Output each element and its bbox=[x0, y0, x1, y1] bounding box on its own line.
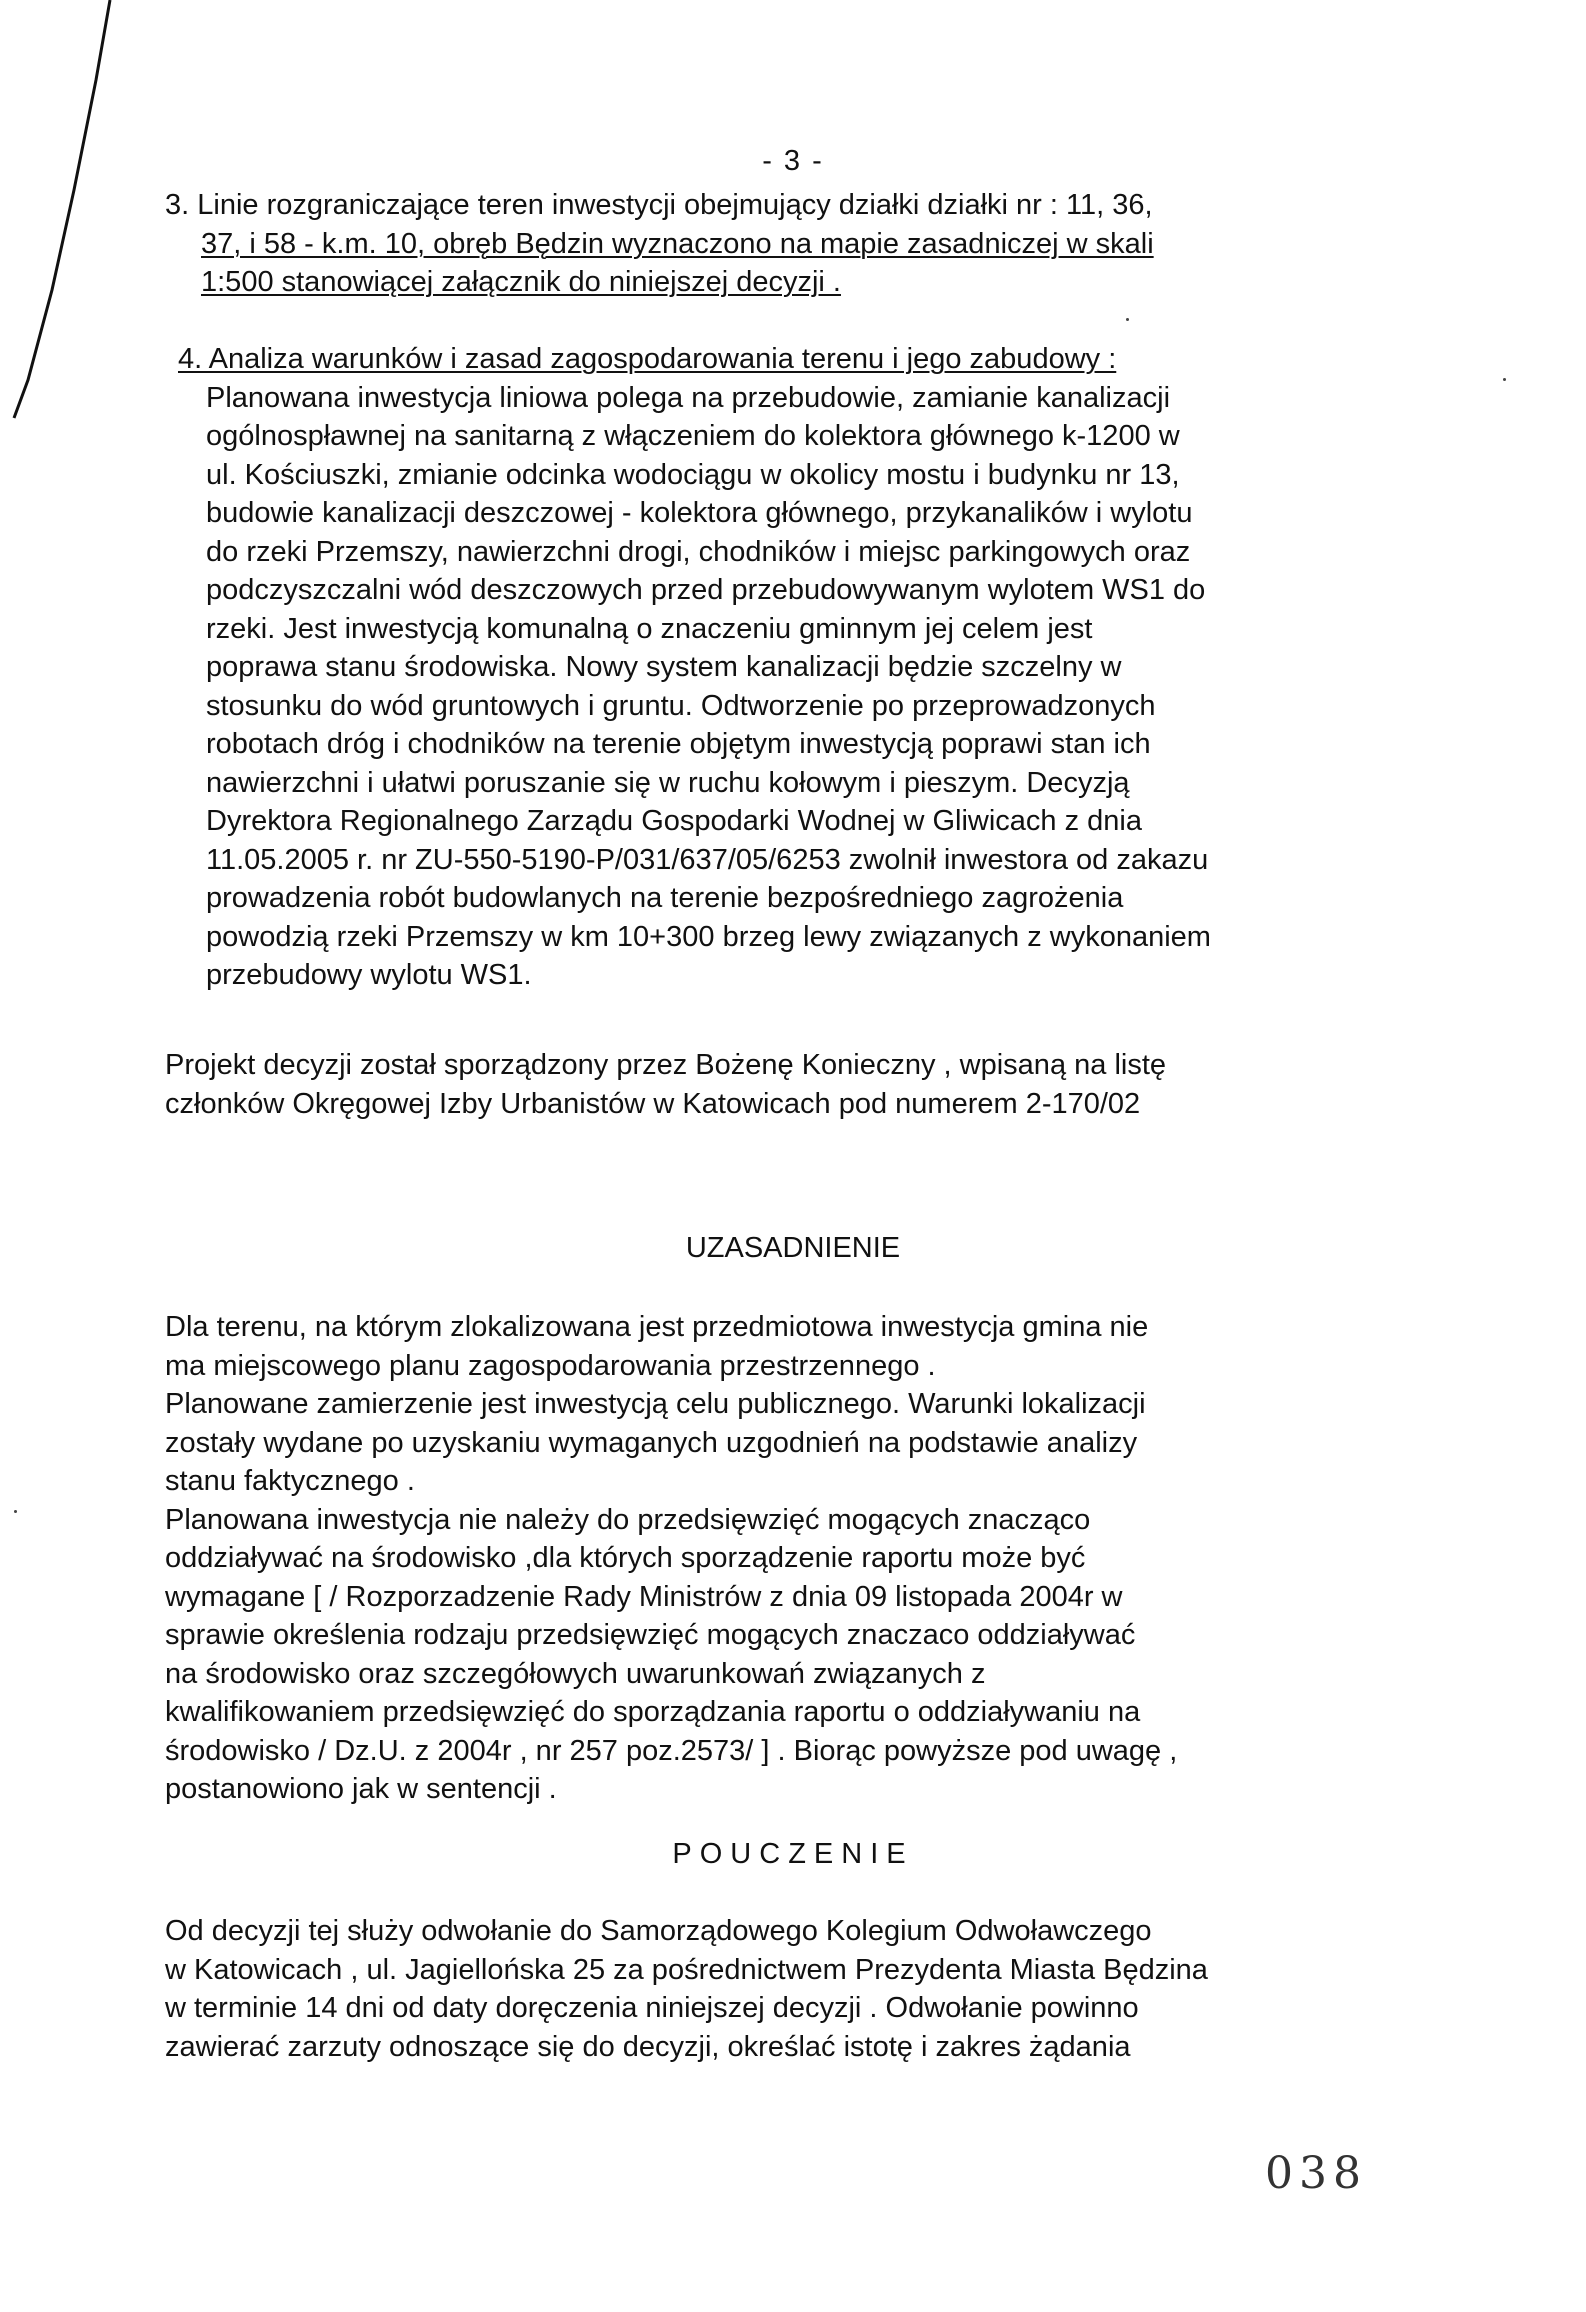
stamp-page-number: 038 bbox=[1265, 2148, 1367, 2199]
item-4-paragraph bbox=[178, 340, 1418, 995]
item-3-line-2: 37, i 58 - k.m. 10, obręb Będzin wyznaczono na mapie zasadniczej w skali bbox=[201, 227, 1154, 260]
uzasadnienie-line-12: środowisko / Dz.U. z 2004r , nr 257 poz.2573/ ] . Biorąc powyższe pod uwagę , bbox=[165, 1734, 1178, 1767]
item-4-line-16: powodzią rzeki Przemszy w km 10+300 brzeg lewy związanych z wykonaniem bbox=[206, 920, 1211, 953]
uzasadnienie-line-9: sprawie określenia rodzaju przedsięwzięć mogących znaczaco oddziaływać bbox=[165, 1619, 1136, 1651]
uzasadnienie-line-8: wymagane [ / Rozporzadzenie Rady Ministrów z dnia 09 listopada 2004r w bbox=[165, 1580, 1123, 1613]
page-number: - 3 - bbox=[762, 145, 824, 177]
item-4-line-12: nawierzchni i ułatwi poruszanie się w ruchu kołowym i pieszym. Decyzją bbox=[206, 766, 1130, 799]
scan-speck bbox=[14, 1510, 17, 1513]
item-4-line-3: ogólnospławnej na sanitarną z włączeniem do kolektora głównego k-1200 w bbox=[206, 420, 1180, 452]
uzasadnienie-line-5: stanu faktycznego . bbox=[165, 1465, 415, 1497]
item-3-paragraph bbox=[165, 186, 1415, 302]
margin-scan-line bbox=[0, 0, 120, 420]
projekt-line-2: członków Okręgowej Izby Urbanistów w Katowicach pod numerem 2-170/02 bbox=[165, 1087, 1141, 1120]
projekt-line-1: Projekt decyzji został sporządzony przez Bożenę Konieczny , wpisaną na listę bbox=[165, 1049, 1167, 1081]
pouczenie-paragraph bbox=[165, 1912, 1415, 2066]
item-4-line-17: przebudowy wylotu WS1. bbox=[206, 959, 532, 991]
uzasadnienie-line-13: postanowiono jak w sentencji . bbox=[165, 1773, 557, 1805]
uzasadnienie-line-11: kwalifikowaniem przedsięwzięć do sporządzania raportu o oddziaływaniu na bbox=[165, 1696, 1141, 1728]
item-4-line-9: poprawa stanu środowiska. Nowy system kanalizacji będzie szczelny w bbox=[206, 651, 1122, 683]
item-4-line-10: stosunku do wód gruntowych i gruntu. Odtworzenie po przeprowadzonych bbox=[206, 689, 1156, 722]
pouczenie-line-2: w Katowicach , ul. Jagiellońska 25 za pośrednictwem Prezydenta Miasta Będzina bbox=[165, 1953, 1208, 1986]
item-4-line-4: ul. Kościuszki, zmianie odcinka wodociągu w okolicy mostu i budynku nr 13, bbox=[206, 458, 1180, 491]
item-4-line-11: robotach dróg i chodników na terenie objętym inwestycją poprawi stan ich bbox=[206, 728, 1151, 760]
uzasadnienie-line-2: ma miejscowego planu zagospodarowania przestrzennego . bbox=[165, 1349, 936, 1382]
item-4-line-13: Dyrektora Regionalnego Zarządu Gospodarki Wodnej w Gliwicach z dnia bbox=[206, 805, 1142, 837]
scan-speck bbox=[1126, 318, 1129, 321]
uzasadnienie-line-6: Planowana inwestycja nie należy do przedsięwzięć mogących znacząco bbox=[165, 1503, 1091, 1536]
uzasadnienie-line-7: oddziaływać na środowisko ,dla których sporządzenie raportu może być bbox=[165, 1542, 1086, 1574]
uzasadnienie-line-4: zostały wydane po uzyskaniu wymaganych uzgodnień na podstawie analizy bbox=[165, 1426, 1138, 1459]
item-4-line-7: podczyszczalni wód deszczowych przed przebudowywanym wylotem WS1 do bbox=[206, 574, 1206, 606]
item-4-line-5: budowie kanalizacji deszczowej - kolektora głównego, przykanalików i wylotu bbox=[206, 497, 1193, 529]
item-4-line-14: 11.05.2005 r. nr ZU-550-5190-P/031/637/05/6253 zwolnił inwestora od zakazu bbox=[206, 843, 1209, 876]
item-3-line-1: 3. Linie rozgraniczające teren inwestycji obejmujący działki działki nr : 11, 36, bbox=[165, 189, 1153, 221]
item-4-line-8: rzeki. Jest inwestycją komunalną o znaczeniu gminnym jej celem jest bbox=[206, 612, 1093, 645]
item-4-line-6: do rzeki Przemszy, nawierzchni drogi, chodników i miejsc parkingowych oraz bbox=[206, 535, 1191, 568]
uzasadnienie-paragraph bbox=[165, 1308, 1415, 1809]
projekt-paragraph bbox=[165, 1046, 1415, 1123]
pouczenie-line-4: zawierać zarzuty odnoszące się do decyzji, określać istotę i zakres żądania bbox=[165, 2030, 1131, 2063]
uzasadnienie-line-10: na środowisko oraz szczegółowych uwarunkowań związanych z bbox=[165, 1657, 986, 1690]
uzasadnienie-heading: UZASADNIENIE bbox=[685, 1232, 901, 1264]
pouczenie-line-3: w terminie 14 dni od daty doręczenia niniejszej decyzji . Odwołanie powinno bbox=[165, 1992, 1139, 2024]
item-4-heading-line: 4. Analiza warunków i zasad zagospodarowania terenu i jego zabudowy : bbox=[178, 343, 1117, 375]
item-4-line-2: Planowana inwestycja liniowa polega na przebudowie, zamianie kanalizacji bbox=[206, 381, 1171, 414]
uzasadnienie-line-1: Dla terenu, na którym zlokalizowana jest przedmiotowa inwestycja gmina nie bbox=[165, 1311, 1149, 1343]
pouczenie-heading: POUCZENIE bbox=[672, 1838, 914, 1870]
scan-speck bbox=[1503, 378, 1506, 381]
item-3-line-3: 1:500 stanowiącej załącznik do niniejszej decyzji . bbox=[201, 266, 841, 298]
pouczenie-line-1: Od decyzji tej służy odwołanie do Samorządowego Kolegium Odwoławczego bbox=[165, 1915, 1152, 1947]
item-4-line-15: prowadzenia robót budowlanych na terenie bezpośredniego zagrożenia bbox=[206, 882, 1124, 914]
uzasadnienie-line-3: Planowane zamierzenie jest inwestycją celu publicznego. Warunki lokalizacji bbox=[165, 1388, 1146, 1420]
